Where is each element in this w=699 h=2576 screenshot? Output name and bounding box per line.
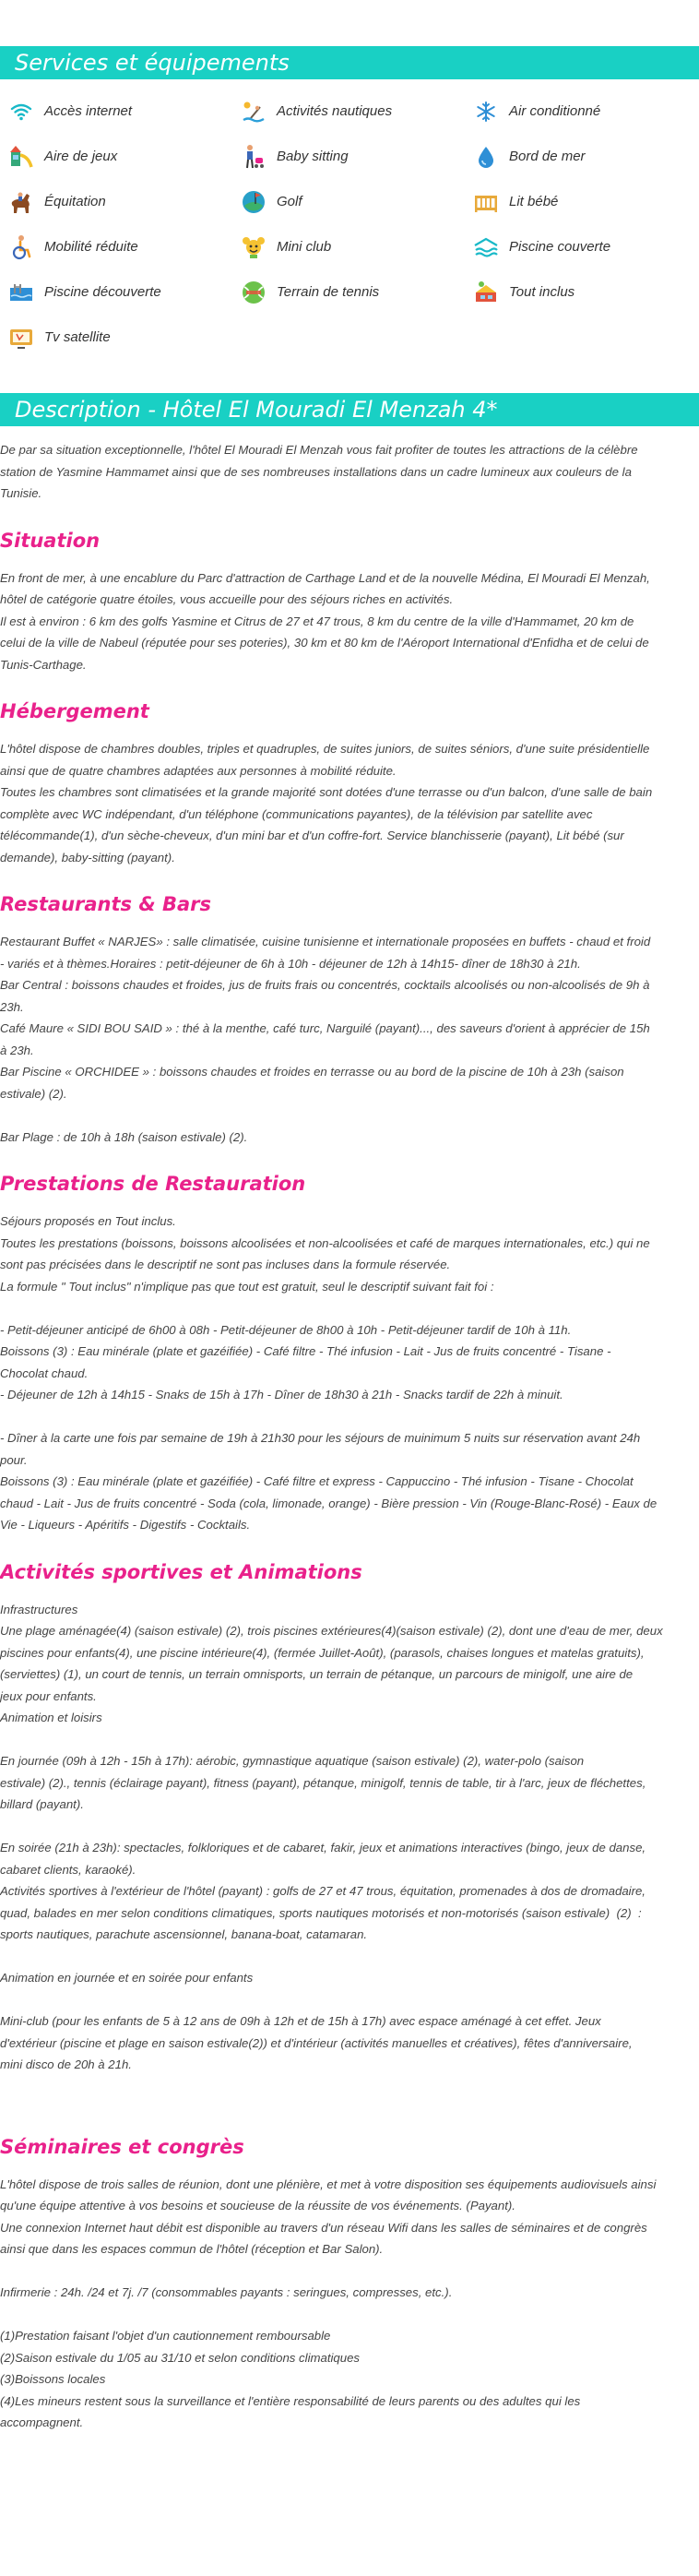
service-item-reduced-mobility: Mobilité réduite xyxy=(7,224,240,269)
section-title-seminars: Séminaires et congrès xyxy=(0,2135,244,2158)
covered-pool-icon xyxy=(472,233,500,261)
service-item-playground: Aire de jeux xyxy=(7,134,240,179)
section-title-activities: Activités sportives et Animations xyxy=(0,1560,362,1583)
service-item-baby-bed: Lit bébé xyxy=(472,179,699,224)
horse-icon xyxy=(7,188,35,216)
section-text-catering: Séjours proposés en Tout inclus. Toutes les prestations (boissons, boissons alcoolisées et non-alcoolisées et café de marques internationales, etc.) qui ne sont pas précisées dans le descriptif ne sont pas incluses dans la formule réservée. La formule " Tout inclus" n'implique pas que tout est gratuit, seul le descriptif suivant fait foi : - Petit-déjeuner anticipé de 6h00 à 08h - Petit-déjeuner de 8h00 à 10h - Petit-déjeuner tardif de 10h à 11h. Boissons (3) : Eau minérale (plate et gazéifiée) - Café filtre - Thé infusion - Lait - Jus de fruits concentré - Tisane - Chocolat chaud. - Déjeuner de 12h à 14h15 - Snaks de 15h à 17h - Dîner de 18h30 à 21h - Snacks tardif de 22h à minuit. - Dîner à la carte une fois par semaine de 19h à 21h30 pour les séjours de muinimum 5 nuits sur réservation avant 24h pour. Boissons (3) : Eau minérale (plate et gazéifiée) - Café filtre et express - Cappuccino - Thé infusion - Tisane - Chocolat chaud - Lait - Jus de fruits concentré - Soda (cola, limonade, orange) - Bière pression - Vin (Rouge-Blanc-Rosé) - Eaux de Vie - Liqueurs - Apéritifs - Digestifs - Cocktails. xyxy=(0,1214,658,1532)
section-text-accommodation: L'hôtel dispose de chambres doubles, triples et quadruples, de suites juniors, de suites séniors, d'une suite présidentielle ainsi que de quatre chambres adaptées aux personnes à mobilité réduite. Toutes les chambres sont climatisées et la grande majorité sont dotées d'une terrasse ou d'un balcon, d'une salle de bain complète avec WC indépendant, d'un téléphone (communications payantes), de la télévision par satellite avec télécommande(1), d'un sèche-cheveux, d'un mini bar et d'un coffre-fort. Service blanchisserie (payant), Lit bébé (sur demande), baby-sitting (payant). xyxy=(0,742,653,865)
services-title: Services et équipements xyxy=(15,50,290,76)
section-title-catering: Prestations de Restauration xyxy=(0,1173,306,1195)
water-sports-icon xyxy=(240,98,267,125)
section-text-activities: Infrastructures Une plage aménagée(4) (saison estivale) (2), trois piscines extérieures(4)(saison estivale) (2), dont une d'eau de mer, deux piscines pour enfants(4), une piscine intérieure(4), (fermée Juillet-Août), (parasols, chaises longues et matelas gratuits), (serviettes) (1), un court de tennis, un terrain omnisports, un terrain de pétanque, un parcours de minigolf, une aire de jeux pour enfants. Animation et loisirs En journée (09h à 12h - 15h à 17h): aérobic, gymnastique aquatique (saison estivale) (2), water-polo (saison estivale) (2)., tennis (éclairage payant), fitness (payant), pétanque, minigolf, tennis de table, tir à l'arc, jeux de fléchettes, billard (payant). En soirée (21h à 23h): spectacles, folkloriques et de cabaret, fakir, jeux et animations interactives (bingo, jeux de danse, cabaret clients, karaoké). Activités sportives à l'extérieur de l'hôtel (payant) : golfs de 27 et 47 trous, équitation, promenades à dos de dromadaire, quad, balades en mer selon conditions climatiques, sports nautiques motorisés et non-motorisés (saison estivale) (2) : sports nautiques, parachute ascensionnel, banana-boat, catamaran. Animation en journée et en soirée pour enfants Mini-club (pour les enfants de 5 à 12 ans de 09h à 12h et de 15h à 17h) avec espace aménagé à cet effet. Jeux d'extérieur (piscine et plage en saison estivale(2)) et d'intérieur (activités manuelles et créatives), fêtes d'anniversaire, mini disco de 20h à 21h. xyxy=(0,1602,663,2071)
description-intro: De par sa situation exceptionnelle, l'hôtel El Mouradi El Menzah vous fait profiter de toutes les attractions de la célèbre station de Yasmine Hammamet ainsi que de ses nombreuses installations dans un cadre lumineux aux couleurs de la Tunisie. xyxy=(0,443,638,500)
section-text-restaurants: Restaurant Buffet « NARJES» : salle climatisée, cuisine tunisienne et internationale proposées en buffets - chaud et froid - variés et à thèmes.Horaires : petit-déjeuner de 6h à 10h - déjeuner de 12h à 14h15- dîner de 18h30 à 21h. Bar Central : boissons chaudes et froides, jus de fruits frais ou concentrés, cocktails alcoolisés ou non-alcoolisés de 9h à 23h. Café Maure « SIDI BOU SAID » : thé à la menthe, café turc, Narguilé (payant)..., des saveurs d'orient à apprécier de 15h à 23h. Bar Piscine « ORCHIDEE » : boissons chaudes et froides en terrasse ou au bord de la piscine de 10h à 23h (saison estivale) (2). Bar Plage : de 10h à 18h (saison estivale) (2). xyxy=(0,935,651,1144)
description-content xyxy=(0,426,699,2434)
playground-icon xyxy=(7,143,35,171)
services-header xyxy=(0,46,699,79)
tennis-icon xyxy=(240,279,267,306)
mini-club-icon xyxy=(240,233,267,261)
water-drop-icon xyxy=(472,143,500,171)
baby-sitting-icon xyxy=(240,143,267,171)
all-inclusive-icon xyxy=(472,279,500,306)
wheelchair-icon xyxy=(7,233,35,261)
description-title: Description - Hôtel El Mouradi El Menzah 4* xyxy=(15,397,498,423)
service-item-outdoor-pool: Piscine découverte xyxy=(7,269,240,315)
section-text-situation: En front de mer, à une encablure du Parc d'attraction de Carthage Land et de la nouvelle Médina, El Mouradi El Menzah, hôtel de catégorie quatre étoiles, vous accueille pour des séjours riches en activités. Il est à environ : 6 km des golfs Yasmine et Citrus de 27 et 47 trous, 8 km du centre de la ville d'Hammamet, 20 km de celui de la ville de Nabeul (réputée pour ses poteries), 30 km et 80 km de l'Aéroport International d'Enfidha et de celui de Tunis-Carthage. xyxy=(0,570,650,672)
crib-icon xyxy=(472,188,500,216)
service-item-mini-club: Mini club xyxy=(240,224,472,269)
snowflake-icon xyxy=(472,98,500,125)
service-item-satellite-tv: Tv satellite xyxy=(7,315,240,360)
service-item-all-inclusive: Tout inclus xyxy=(472,269,699,315)
service-item-water-sports: Activités nautiques xyxy=(240,89,472,134)
section-title-accommodation: Hébergement xyxy=(0,700,149,722)
service-item-covered-pool: Piscine couverte xyxy=(472,224,699,269)
hotel-page xyxy=(0,46,699,2434)
description-header xyxy=(0,393,699,426)
services-grid xyxy=(0,79,699,360)
section-title-situation: Situation xyxy=(0,529,101,552)
golf-icon xyxy=(240,188,267,216)
section-title-restaurants: Restaurants & Bars xyxy=(0,893,212,915)
service-item-baby-sitting: Baby sitting xyxy=(240,134,472,179)
service-item-air-conditioning: Air conditionné xyxy=(472,89,699,134)
section-text-seminars: L'hôtel dispose de trois salles de réunion, dont une plénière, et met à votre disposition ses équipements audiovisuels ainsi qu'une équipe attentive à vos besoins et soucieuse de la réussite de vos événements. (Payant). Une connexion Internet haut débit est disponible au travers d'un réseau Wifi dans les salles de séminaires et de congrès ainsi que dans les espaces commun de l'hôtel (réception et Bar Salon). Infirmerie : 24h. /24 et 7j. /7 (consommables payants : seringues, compresses, etc.). (1)Prestation faisant l'objet d'un cautionnement remboursable (2)Saison estivale du 1/05 au 31/10 et selon conditions climatiques (3)Boissons locales (4)Les mineurs restent sous la surveillance et l'entière responsabilité de leurs parents ou des adultes qui les accompagnent. xyxy=(0,2176,657,2429)
service-item-internet: Accès internet xyxy=(7,89,240,134)
tv-icon xyxy=(7,324,35,352)
service-item-seaside: Bord de mer xyxy=(472,134,699,179)
service-item-tennis-court: Terrain de tennis xyxy=(240,269,472,315)
service-item-golf: Golf xyxy=(240,179,472,224)
wifi-icon xyxy=(7,98,35,125)
service-item-horse-riding: Équitation xyxy=(7,179,240,224)
outdoor-pool-icon xyxy=(7,279,35,306)
